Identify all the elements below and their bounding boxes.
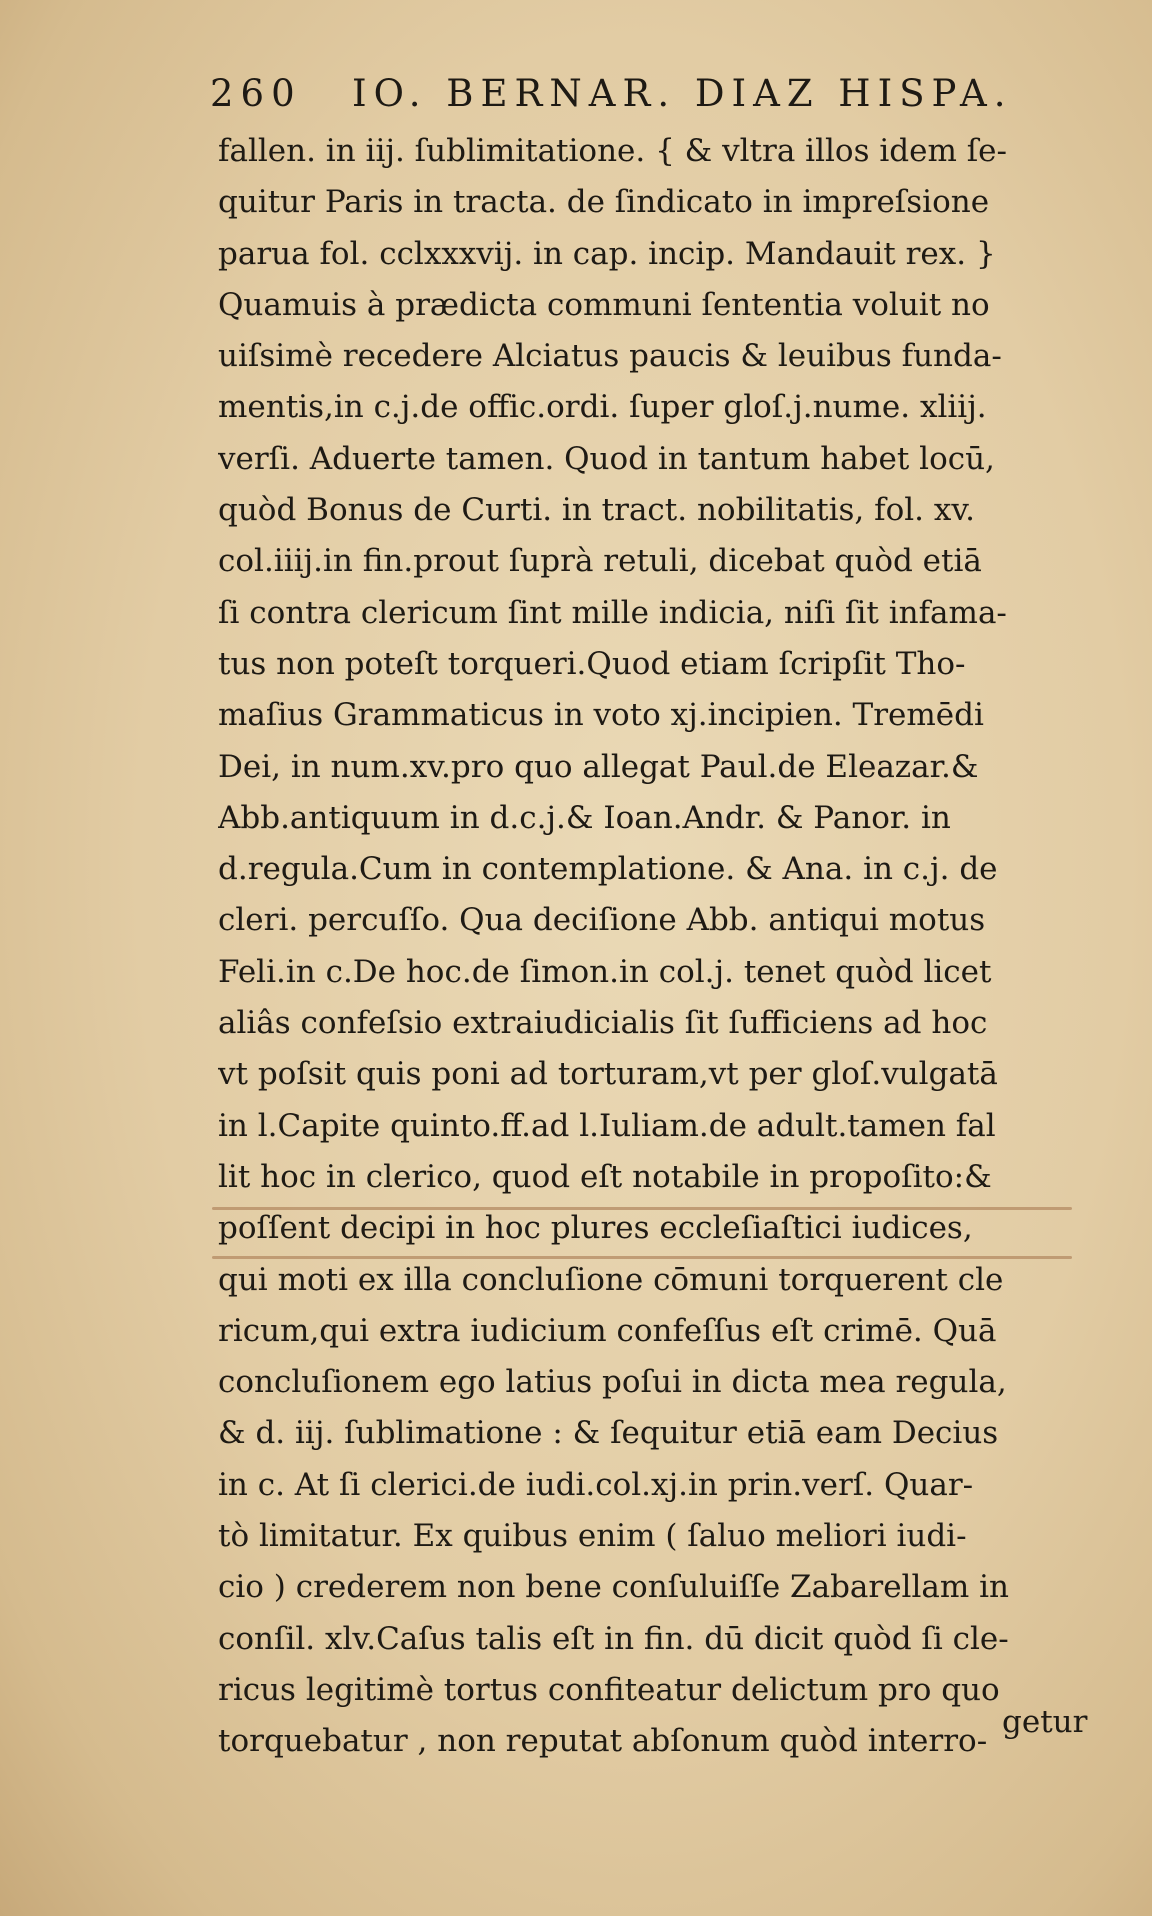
text-line: tò limitatur. Ex quibus enim ( ſaluo meliori iudi- xyxy=(218,1518,967,1555)
text-line: Feli.in c.De hoc.de ſimon.in col.j. tenet quòd licet xyxy=(218,953,992,990)
running-head: IO. BERNAR. DIAZ HISPA. xyxy=(352,72,1013,115)
text-line: tus non poteſt torqueri.Quod etiam ſcripſit Tho- xyxy=(218,645,966,682)
text-line: ricus legitimè tortus confiteatur delictum pro quo xyxy=(218,1671,1000,1708)
text-line: col.iiij.in fin.prout ſuprà retuli, dicebat quòd etiā xyxy=(218,543,982,580)
text-line: Dei, in num.xv.pro quo allegat Paul.de Eleazar.& xyxy=(218,748,979,785)
text-line: Quamuis à prædicta communi ſententia voluit no xyxy=(218,286,990,323)
text-line: Abb.antiquum in d.c.j.& Ioan.Andr. & Panor. in xyxy=(218,799,951,836)
text-line: ricum,qui extra iudicium confeſſus eſt crimē. Quā xyxy=(218,1312,997,1349)
text-line: torquebatur , non reputat abſonum quòd interro- xyxy=(218,1723,988,1760)
text-line: in c. At ſi clerici.de iudi.col.xj.in prin.verſ. Quar- xyxy=(218,1466,974,1503)
page-header xyxy=(210,72,1013,128)
text-line: concluſionem ego latius poſui in dicta mea regula, xyxy=(218,1364,1007,1401)
text-line: quitur Paris in tracta. de ſindicato in impreſsione xyxy=(218,184,990,221)
text-line: cio ) crederem non bene conſuluiſſe Zabarellam in xyxy=(218,1569,1009,1606)
text-line: lit hoc in clerico, quod eſt notabile in propoſito:& xyxy=(218,1158,992,1195)
page-number: 260 xyxy=(210,72,302,115)
text-line: ſi contra clericum ſint mille indicia, niſi ſit infama- xyxy=(218,594,1007,631)
text-line: cleri. percuſſo. Qua deciſione Abb. antiqui motus xyxy=(218,902,986,939)
text-line: quòd Bonus de Curti. in tract. nobilitatis, fol. xv. xyxy=(218,492,976,529)
text-line: d.regula.Cum in contemplatione. & Ana. in c.j. de xyxy=(218,851,998,888)
text-line: uiſsimè recedere Alciatus paucis & leuibus funda- xyxy=(218,338,1002,375)
text-line: qui moti ex illa concluſione cōmuni torquerent cle xyxy=(218,1261,1004,1298)
text-line: mentis,in c.j.de offic.ordi. ſuper gloſ.j.nume. xliij. xyxy=(218,389,987,426)
text-line: parua fol. cclxxxvij. in cap. incip. Mandauit rex. } xyxy=(218,235,996,272)
text-line: poſſent decipi in hoc plures eccleſiaſtici iudices, xyxy=(218,1210,973,1247)
text-line: vt poſsit quis poni ad torturam,vt per gloſ.vulgatā xyxy=(218,1056,998,1093)
catchword: getur xyxy=(1002,1704,1088,1740)
text-line: in l.Capite quinto.ff.ad l.Iuliam.de adult.tamen fal xyxy=(218,1107,996,1144)
body-text xyxy=(218,126,1098,1768)
text-line: aliâs confeſsio extraiudicialis ſit ſufficiens ad hoc xyxy=(218,1005,988,1042)
text-line: verſi. Aduerte tamen. Quod in tantum habet locū, xyxy=(218,440,995,477)
text-line: conſil. xlv.Caſus talis eſt in fin. dū dicit quòd ſi cle- xyxy=(218,1620,1009,1657)
text-line: & d. iij. ſublimatione : & ſequitur etiā eam Decius xyxy=(218,1415,999,1452)
text-line: fallen. in iij. ſublimitatione. { & vltra illos idem ſe- xyxy=(218,133,1007,169)
text-line: maſius Grammaticus in voto xj.incipien. Tremēdi xyxy=(218,697,984,734)
